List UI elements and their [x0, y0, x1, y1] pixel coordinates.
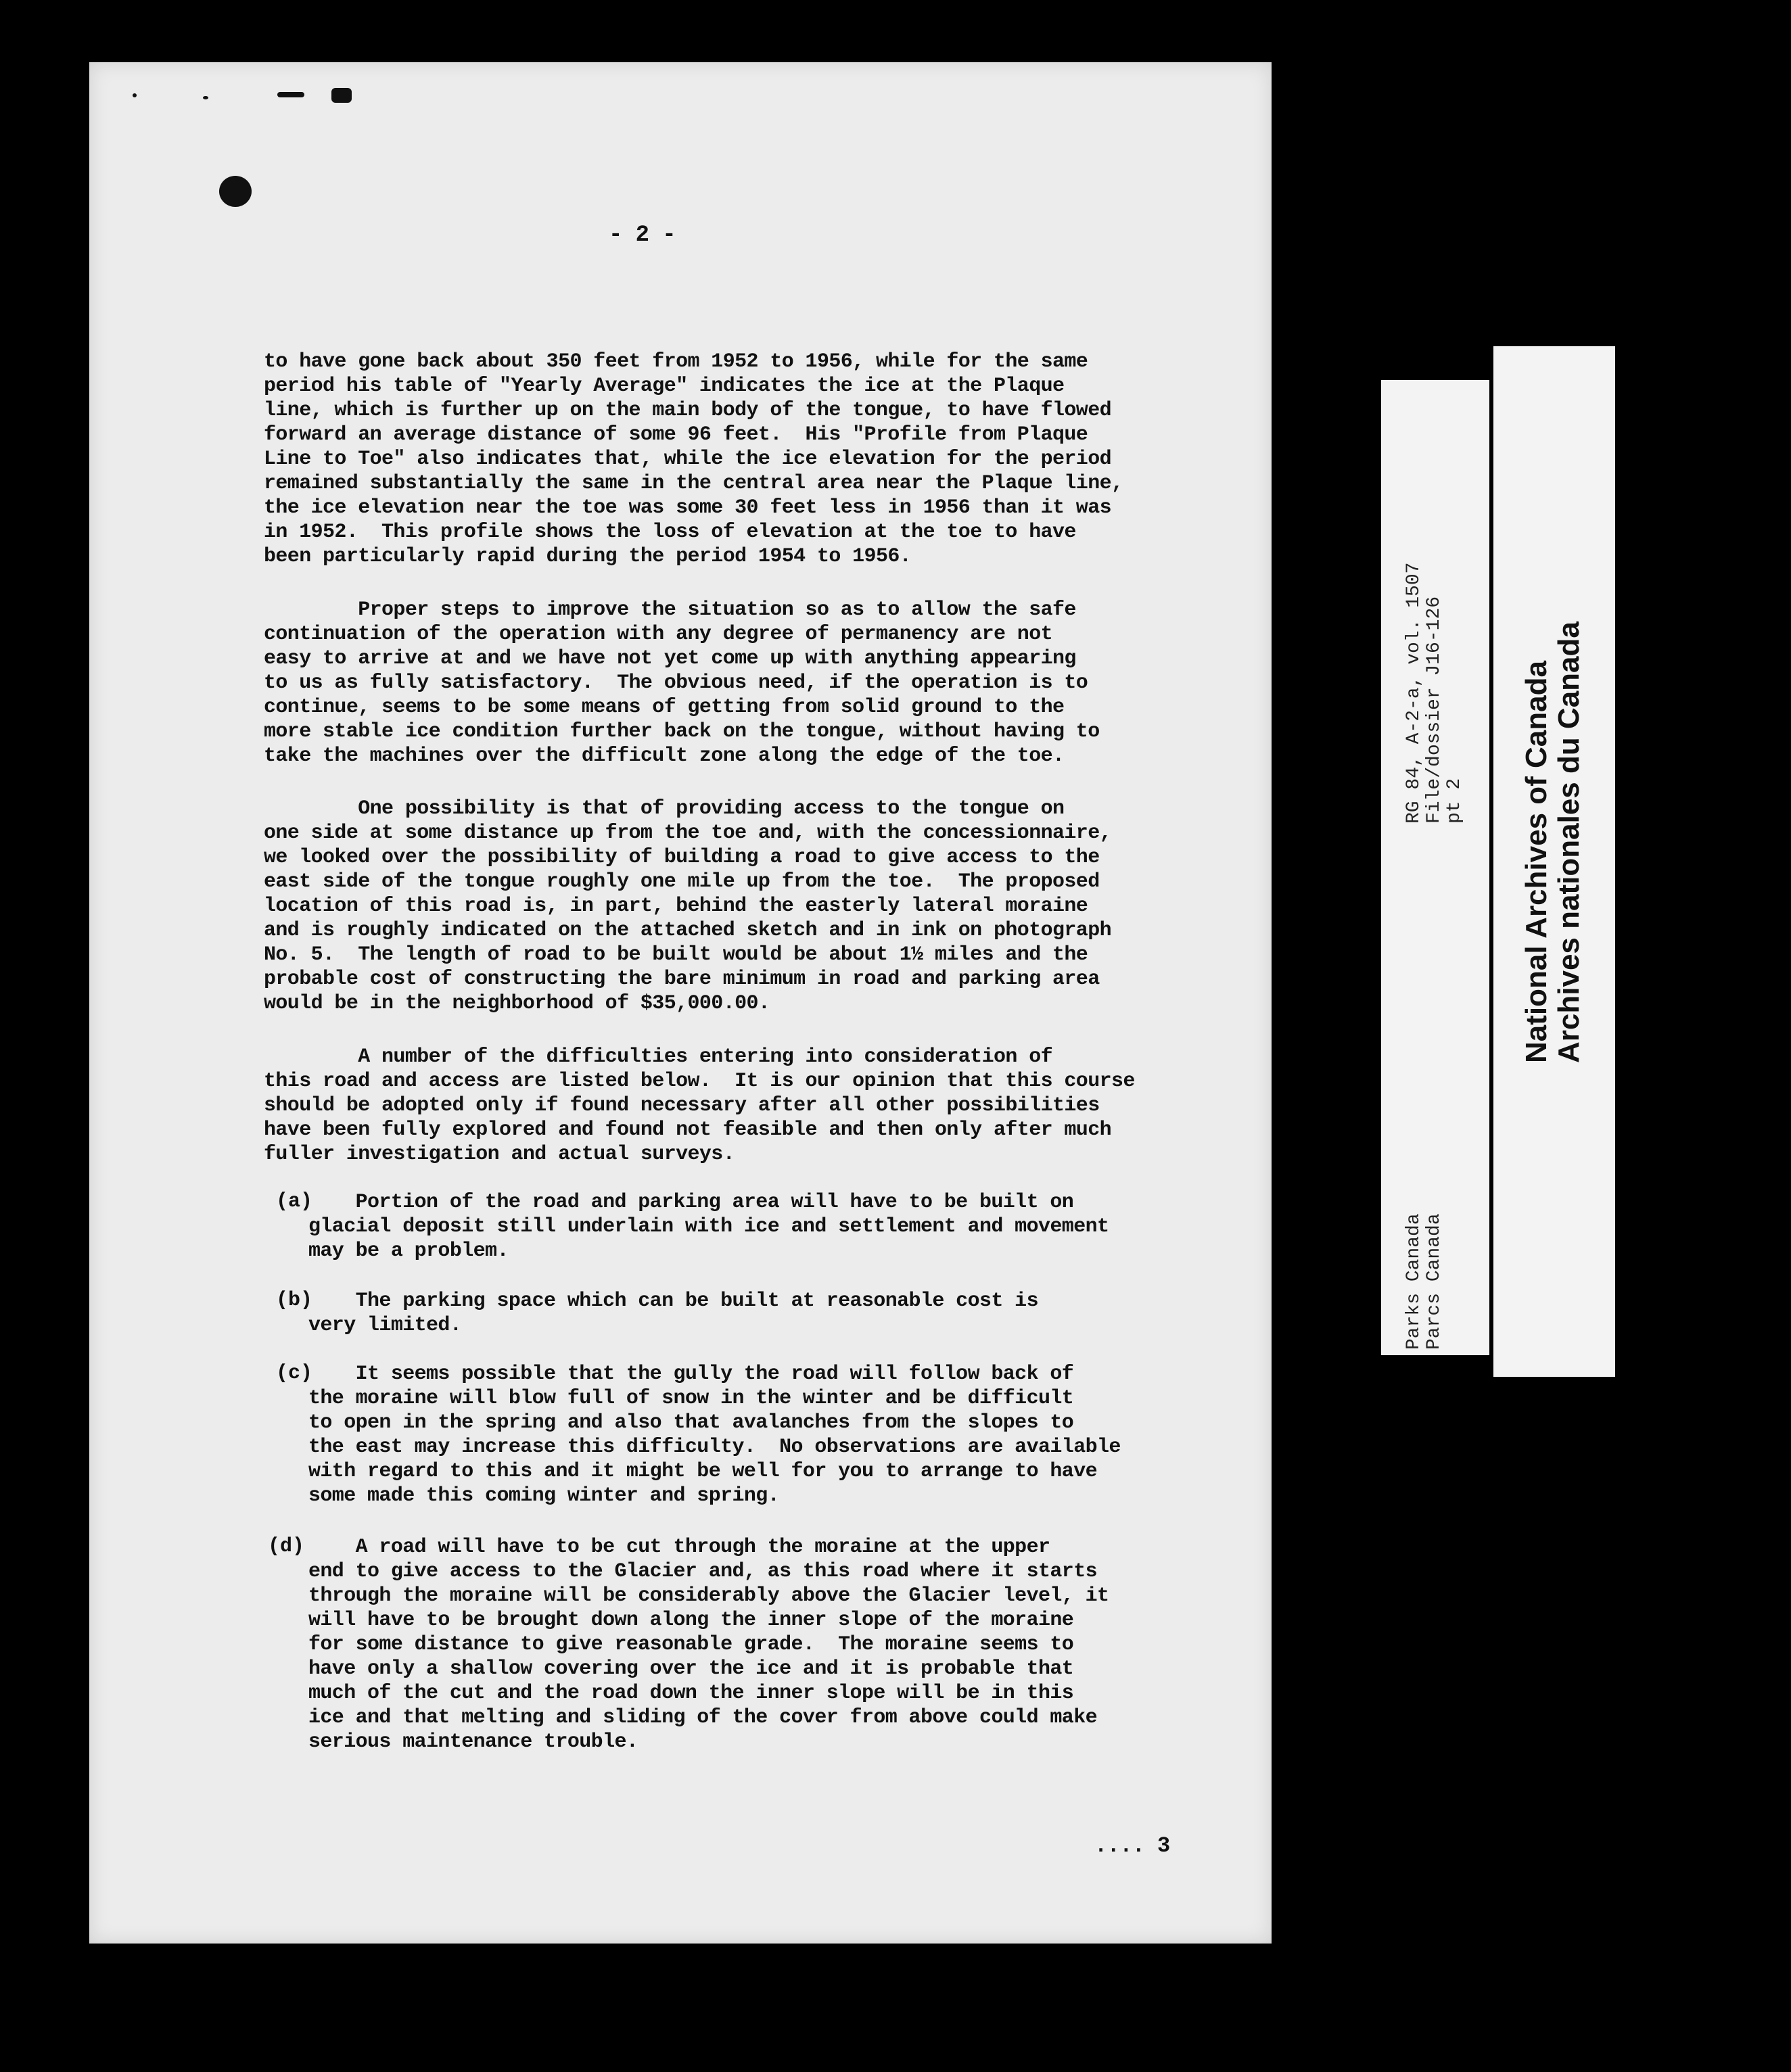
text-line: may be a problem.	[308, 1240, 509, 1263]
text-line: more stable ice condition further back on the tongue, without having to	[264, 720, 1100, 743]
archive-agency: Parks Canada Parcs Canada	[1403, 1213, 1445, 1350]
text-line: this road and access are listed below. It is our opinion that this course	[264, 1070, 1135, 1093]
text-line: A road will have to be cut through the moraine at the upper	[308, 1536, 1050, 1559]
item-a-text	[308, 1190, 1109, 1263]
paragraph-4	[264, 1045, 1135, 1167]
paper-speck	[331, 88, 352, 103]
text-line: ice and that melting and sliding of the cover from above could make	[308, 1706, 1097, 1729]
item-marker-c: (c)	[276, 1362, 313, 1385]
text-line: to have gone back about 350 feet from 1952 to 1956, while for the same	[264, 350, 1088, 373]
page-number: - 2 -	[609, 222, 676, 248]
paragraph-1	[264, 350, 1123, 569]
text-line: for some distance to give reasonable grade. The moraine seems to	[308, 1633, 1074, 1656]
text-line: much of the cut and the road down the inner slope will be in this	[308, 1682, 1074, 1705]
text-line: Line to Toe" also indicates that, while the ice elevation for the period	[264, 448, 1112, 471]
item-marker-b: (b)	[276, 1289, 313, 1312]
text-line: and is roughly indicated on the attached sketch and in ink on photograph	[264, 919, 1112, 942]
punch-hole	[219, 176, 252, 207]
text-line: through the moraine will be considerably above the Glacier level, it	[308, 1584, 1109, 1607]
text-line: No. 5. The length of road to be built would be about 1½ miles and the	[264, 943, 1088, 966]
text-line: we looked over the possibility of building a road to give access to the	[264, 846, 1100, 869]
text-line: line, which is further up on the main body of the tongue, to have flowed	[264, 399, 1112, 422]
text-line: should be adopted only if found necessary after all other possibilities	[264, 1094, 1100, 1117]
text-line: one side at some distance up from the toe and, with the concessionnaire,	[264, 822, 1112, 845]
paper-speck	[203, 96, 208, 99]
text-line: been particularly rapid during the period 1954 to 1956.	[264, 545, 912, 568]
paragraph-3	[264, 797, 1111, 1016]
text-line: east side of the tongue roughly one mile up from the toe. The proposed	[264, 870, 1100, 893]
text-line: fuller investigation and actual surveys.	[264, 1143, 735, 1166]
text-line: to us as fully satisfactory. The obvious need, if the operation is to	[264, 672, 1088, 694]
text-line: have been fully explored and found not feasible and then only after much	[264, 1119, 1112, 1141]
continued-marker: .... 3	[1094, 1833, 1170, 1858]
text-line: would be in the neighborhood of $35,000.00.	[264, 992, 770, 1015]
paper-speck	[133, 93, 137, 97]
text-line: period his table of "Yearly Average" indicates the ice at the Plaque	[264, 375, 1065, 398]
paper-speck	[277, 92, 304, 97]
text-line: continuation of the operation with any degree of permanency are not	[264, 623, 1052, 646]
text-line: take the machines over the difficult zone along the edge of the toe.	[264, 745, 1065, 768]
text-line: have only a shallow covering over the ice and it is probable that	[308, 1657, 1074, 1680]
item-marker-d: (d)	[268, 1535, 305, 1558]
item-marker-a: (a)	[276, 1190, 313, 1213]
text-line: in 1952. This profile shows the loss of elevation at the toe to have	[264, 521, 1076, 544]
text-line: easy to arrive at and we have not yet come up with anything appearing	[264, 647, 1076, 670]
text-line: serious maintenance trouble.	[308, 1730, 638, 1753]
text-line: very limited.	[308, 1314, 462, 1337]
text-line: glacial deposit still underlain with ice and settlement and movement	[308, 1215, 1109, 1238]
archive-institution: National Archives of Canada Archives nationales du Canada	[1520, 621, 1585, 1063]
paragraph-2	[264, 598, 1100, 768]
text-line: Proper steps to improve the situation so as to allow the safe	[264, 598, 1076, 621]
item-b-text	[308, 1289, 1038, 1338]
item-c-text	[308, 1362, 1121, 1508]
text-line: continue, seems to be some means of getting from solid ground to the	[264, 696, 1065, 719]
text-line: the ice elevation near the toe was some 30 feet less in 1956 than it was	[264, 496, 1112, 519]
text-line: to open in the spring and also that avalanches from the slopes to	[308, 1411, 1074, 1434]
text-line: will have to be brought down along the inner slope of the moraine	[308, 1609, 1074, 1632]
text-line: The parking space which can be built at reasonable cost is	[308, 1290, 1038, 1313]
text-line: One possibility is that of providing access to the tongue on	[264, 797, 1065, 820]
text-line: probable cost of constructing the bare minimum in road and parking area	[264, 968, 1100, 991]
text-line: end to give access to the Glacier and, as this road where it starts	[308, 1560, 1097, 1583]
text-line: It seems possible that the gully the road will follow back of	[308, 1363, 1074, 1386]
text-line: some made this coming winter and spring.	[308, 1484, 780, 1507]
item-d-text	[308, 1535, 1109, 1754]
text-line: A number of the difficulties entering into consideration of	[264, 1045, 1052, 1068]
archive-reference: RG 84, A-2-a, vol. 1507 File/dossier J16-126 pt 2	[1403, 562, 1465, 824]
text-line: Portion of the road and parking area will have to be built on	[308, 1191, 1074, 1214]
text-line: the moraine will blow full of snow in the winter and be difficult	[308, 1387, 1074, 1410]
text-line: the east may increase this difficulty. No observations are available	[308, 1436, 1121, 1459]
text-line: forward an average distance of some 96 feet. His "Profile from Plaque	[264, 423, 1088, 446]
text-line: with regard to this and it might be well for you to arrange to have	[308, 1460, 1097, 1483]
text-line: location of this road is, in part, behind the easterly lateral moraine	[264, 895, 1088, 918]
text-line: remained substantially the same in the central area near the Plaque line,	[264, 472, 1123, 495]
archive-reference-strip	[1381, 380, 1489, 1355]
